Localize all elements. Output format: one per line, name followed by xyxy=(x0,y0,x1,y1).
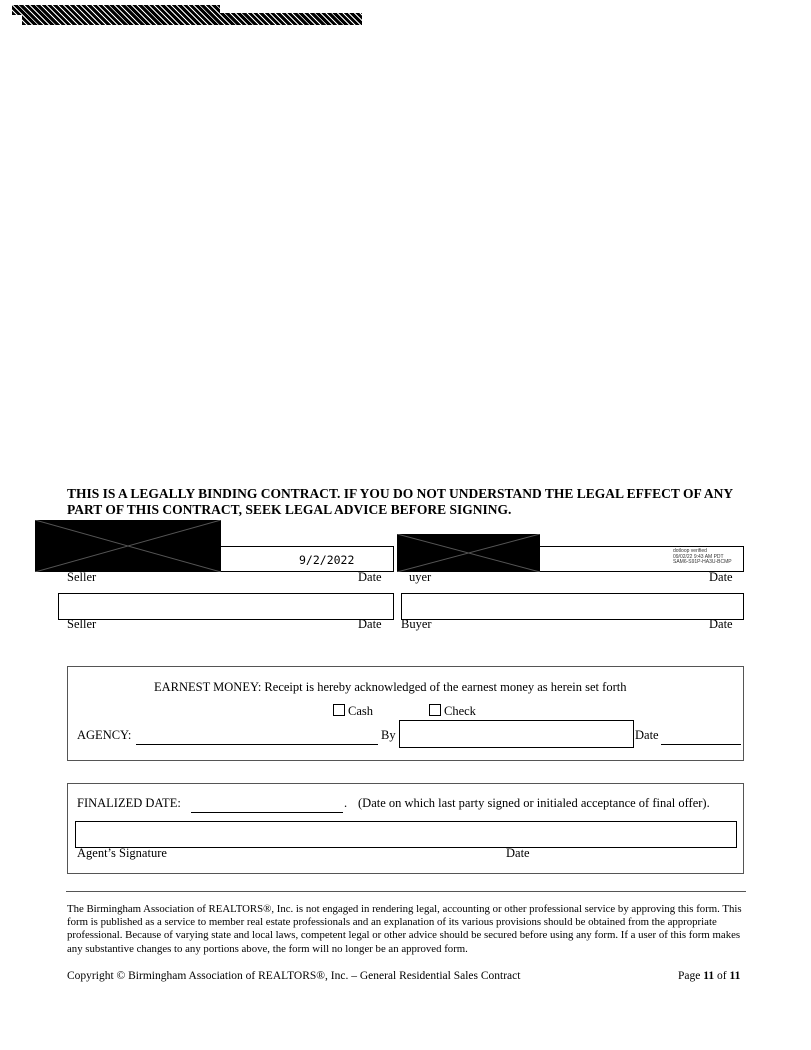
verified-line-2: 09/02/22 9:43 AM PDT xyxy=(673,553,724,560)
seller1-signature-redacted xyxy=(35,520,221,572)
finalized-date-line[interactable] xyxy=(191,812,343,813)
seller1-date-value: 9/2/2022 xyxy=(299,553,355,567)
agency-label: AGENCY: xyxy=(77,728,132,742)
agent-date-label: Date xyxy=(506,846,530,860)
buyer1-signature-redacted xyxy=(397,534,540,572)
page-number xyxy=(678,970,740,982)
buyer1-date-label: Date xyxy=(709,570,733,584)
cash-checkbox[interactable] xyxy=(333,704,345,716)
by-label: By xyxy=(381,728,396,742)
seller2-signature-field[interactable] xyxy=(58,593,394,620)
page-prefix: Page xyxy=(678,970,701,982)
buyer2-label: Buyer xyxy=(401,617,432,631)
seller2-label: Seller xyxy=(67,617,97,631)
buyer2-date-label: Date xyxy=(709,617,733,631)
dotloop-verified-stamp xyxy=(673,549,732,566)
page-of: of xyxy=(716,970,727,982)
finalized-date-note: (Date on which last party signed or initialed acceptance of final offer). xyxy=(358,796,710,810)
earnest-date-line[interactable] xyxy=(661,744,741,745)
verified-line-1: dotloop verified xyxy=(673,548,707,554)
seller1-date-label: Date xyxy=(358,570,382,584)
page-total: 11 xyxy=(729,970,741,982)
agent-signature-label: Agent’s Signature xyxy=(77,846,167,860)
agency-input-line[interactable] xyxy=(136,744,378,745)
check-label: Check xyxy=(444,704,476,718)
finalized-date-label: FINALIZED DATE: xyxy=(77,796,181,810)
legal-warning: THIS IS A LEGALLY BINDING CONTRACT. IF YOU DO NOT UNDERSTAND THE LEGAL EFFECT OF ANY PART OF THIS CONTRACT, SEEK LEGAL ADVICE BEFORE SIGNING. xyxy=(67,486,733,517)
footer-divider xyxy=(66,891,746,892)
disclaimer-text: The Birmingham Association of REALTORS®, Inc. is not engaged in rendering legal, accounting or other professional service by approving this form. This form is published as a service to member real estate professionals and an explanation of its various provisions should be obtained from the appropriate professional. Because of varying state and local laws, competent legal or other advice should be secured before using any form. If a user of this form makes any substantive changes to any portions above, the form will no longer be an approved form. xyxy=(67,903,742,955)
check-checkbox[interactable] xyxy=(429,704,441,716)
earnest-date-label: Date xyxy=(635,728,659,742)
seller2-date-label: Date xyxy=(358,617,382,631)
seller1-label: Seller xyxy=(67,570,97,584)
cash-option[interactable] xyxy=(333,704,373,719)
page-current: 11 xyxy=(703,970,715,982)
verified-line-3: SAM6-S91P-HA3U-BCMP xyxy=(673,559,732,565)
finalized-date-period: . xyxy=(344,796,348,810)
cash-label: Cash xyxy=(348,704,373,718)
buyer2-signature-field[interactable] xyxy=(401,593,744,620)
by-signature-field[interactable] xyxy=(399,720,634,748)
buyer1-label: uyer xyxy=(409,570,432,584)
check-option[interactable] xyxy=(429,704,476,719)
copyright-text: Copyright © Birmingham Association of REALTORS®, Inc. – General Residential Sales Contract xyxy=(67,970,521,982)
redacted-header-block-2 xyxy=(22,13,362,25)
earnest-money-text: EARNEST MONEY: Receipt is hereby acknowledged of the earnest money as herein set forth xyxy=(154,680,627,694)
agent-signature-field[interactable] xyxy=(75,821,737,848)
